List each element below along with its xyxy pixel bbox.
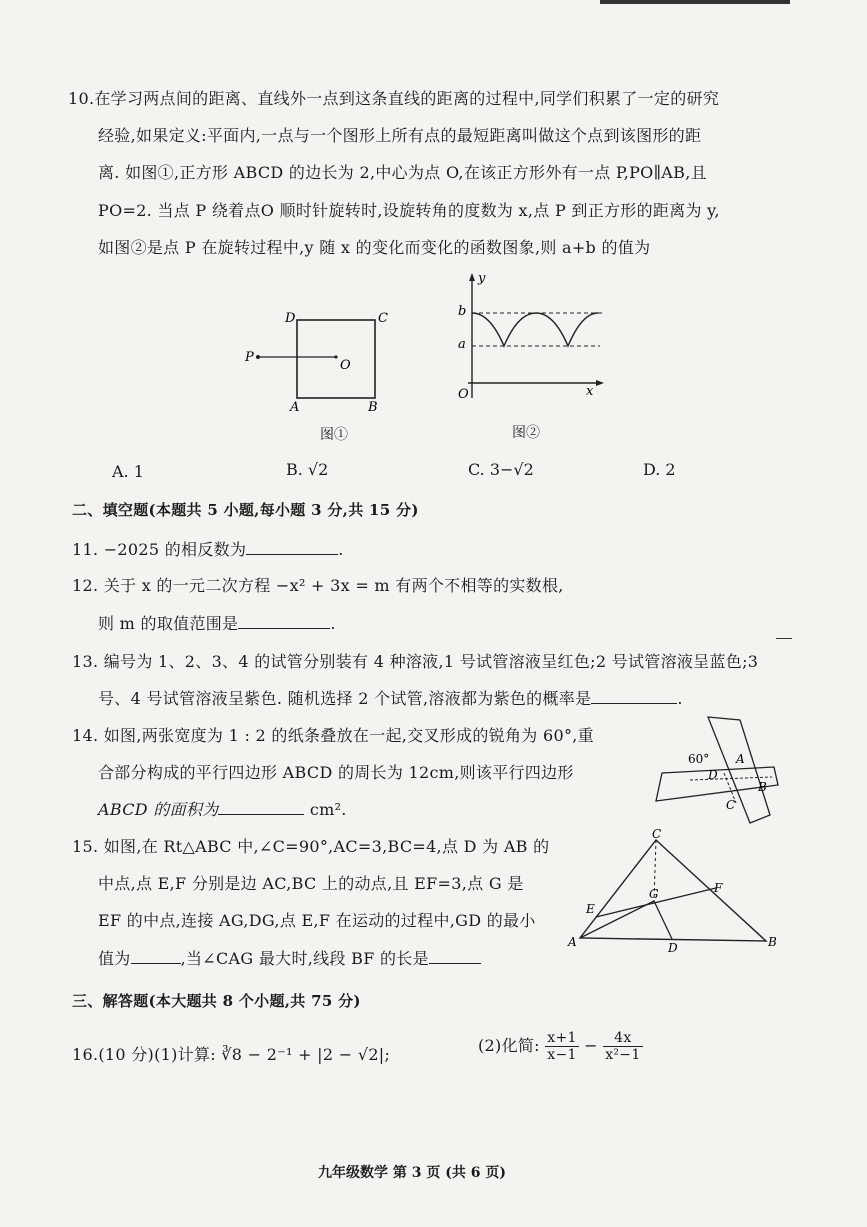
- q11-text: 11. −2025 的相反数为: [72, 540, 247, 559]
- label-p: P: [245, 350, 254, 365]
- label-x: x: [586, 384, 594, 399]
- q10-line1: 10.在学习两点间的距离、直线外一点到这条直线的距离的过程中,同学们积累了一定的研究: [68, 89, 720, 108]
- label-b: B: [368, 400, 378, 415]
- q16-fraction-1: $\frac{x+1}{x-1}$: [547, 1030, 577, 1063]
- label-c: C: [378, 311, 388, 326]
- label-b-15: B: [768, 935, 777, 949]
- curve-y: [472, 313, 598, 346]
- q15-line3: EF 的中点,连接 AG,DG,点 E,F 在运动的过程中,GD 的最小: [98, 911, 536, 930]
- point-o: [334, 355, 337, 358]
- label-b-axis: b: [458, 304, 467, 319]
- option-a: A. 1: [112, 462, 144, 481]
- q12-answer-blank: [238, 614, 330, 629]
- label-b-14: B: [758, 780, 767, 794]
- q14-line3: ABCD 的面积为 cm².: [98, 800, 347, 819]
- q13-answer-blank: [591, 689, 677, 704]
- label-c-14: C: [726, 798, 736, 812]
- figure-2-graph: [448, 270, 613, 405]
- label-a: A: [290, 400, 300, 415]
- figure-1-square: [240, 305, 410, 420]
- q11-answer-blank: [246, 540, 338, 555]
- option-d: D. 2: [643, 460, 676, 479]
- option-c: C. 3−√2: [468, 460, 534, 479]
- q15-line1: 15. 如图,在 Rt△ABC 中,∠C=90°,AC=3,BC=4,点 D 为 AB 的: [72, 837, 550, 856]
- square-abcd: [297, 320, 375, 398]
- label-d-15: D: [668, 941, 678, 955]
- label-a-14: A: [736, 752, 745, 766]
- q13-line1: 13. 编号为 1、2、3、4 的试管分别装有 4 种溶液,1 号试管溶液呈红色;2 号试管溶液呈蓝色;3: [72, 652, 759, 671]
- q15-blank-2: [429, 949, 481, 964]
- label-g-15: G: [649, 887, 659, 901]
- q14-answer-blank: [218, 800, 304, 815]
- q10-line5: 如图②是点 P 在旋转过程中,y 随 x 的变化而变化的函数图象,则 a+b 的值为: [98, 238, 651, 257]
- label-60: 60°: [688, 752, 710, 766]
- label-a-axis: a: [458, 337, 466, 352]
- option-b: B. √2: [286, 460, 329, 479]
- q15-line2: 中点,点 E,F 分别是边 AC,BC 上的动点,且 EF=3,点 G 是: [98, 874, 524, 893]
- margin-mark: [776, 638, 792, 639]
- q12-line1: 12. 关于 x 的一元二次方程 −x² + 3x = m 有两个不相等的实数根,: [72, 576, 564, 595]
- q14-line2: 合部分构成的平行四边形 ABCD 的周长为 12cm,则该平行四边形: [98, 763, 574, 782]
- label-f-15: F: [714, 881, 723, 895]
- q14-line1: 14. 如图,两张宽度为 1 : 2 的纸条叠放在一起,交叉形成的锐角为 60°,重: [72, 726, 594, 745]
- scan-edge-mark: [600, 0, 790, 4]
- label-origin: O: [458, 387, 469, 402]
- label-a-15: A: [568, 935, 577, 949]
- q10-line3: 离. 如图①,正方形 ABCD 的边长为 2,中心为点 O,在该正方形外有一点 P,PO∥AB,且: [98, 163, 707, 182]
- q16-part1: 16.(10 分)(1)计算: ∛8 − 2⁻¹ + |2 − √2|;: [72, 1045, 391, 1064]
- figure-q14-strips: [650, 715, 780, 830]
- q12-line2: 则 m 的取值范围是 .: [98, 614, 336, 633]
- q11: 11. −2025 的相反数为 .: [72, 540, 344, 559]
- q15-blank-1: [131, 949, 181, 964]
- label-y: y: [478, 271, 486, 286]
- q16-fraction-2: $\frac{4x}{\text{x²−1}}$: [605, 1030, 641, 1063]
- label-d: D: [285, 311, 296, 326]
- page-footer: 九年级数学 第 3 页 (共 6 页): [318, 1165, 506, 1181]
- section-3-title: 三、解答题(本大题共 8 个小题,共 75 分): [72, 992, 361, 1010]
- figure-2-caption: 图②: [512, 425, 540, 441]
- q16-part2: (2)化简: $\frac{x+1}{x-1}$ − $\frac{4x}{\text{x²−1}}$: [478, 1030, 641, 1063]
- figure-1-caption: 图①: [320, 427, 348, 443]
- segment-gd: [654, 901, 672, 939]
- section-2-title: 二、填空题(本题共 5 小题,每小题 3 分,共 15 分): [72, 501, 419, 519]
- q10-line4: PO=2. 当点 P 绕着点O 顺时针旋转时,设旋转角的度数为 x,点 P 到正方形的距离为 y,: [98, 201, 720, 220]
- label-o: O: [340, 358, 351, 373]
- label-e-15: E: [586, 902, 595, 916]
- figure-q15-triangle: [566, 826, 786, 956]
- q13-line2: 号、4 号试管溶液呈紫色. 随机选择 2 个试管,溶液都为紫色的概率是 .: [98, 689, 683, 708]
- label-d-14: D: [708, 768, 718, 782]
- label-c-15: C: [652, 827, 662, 841]
- point-p: [256, 355, 260, 359]
- triangle-abc: [580, 840, 766, 941]
- q10-line2: 经验,如果定义:平面内,一点与一个图形上所有点的最短距离叫做这个点到该图形的距: [98, 126, 702, 145]
- q15-line4: 值为 ,当∠CAG 最大时,线段 BF 的长是: [98, 946, 481, 969]
